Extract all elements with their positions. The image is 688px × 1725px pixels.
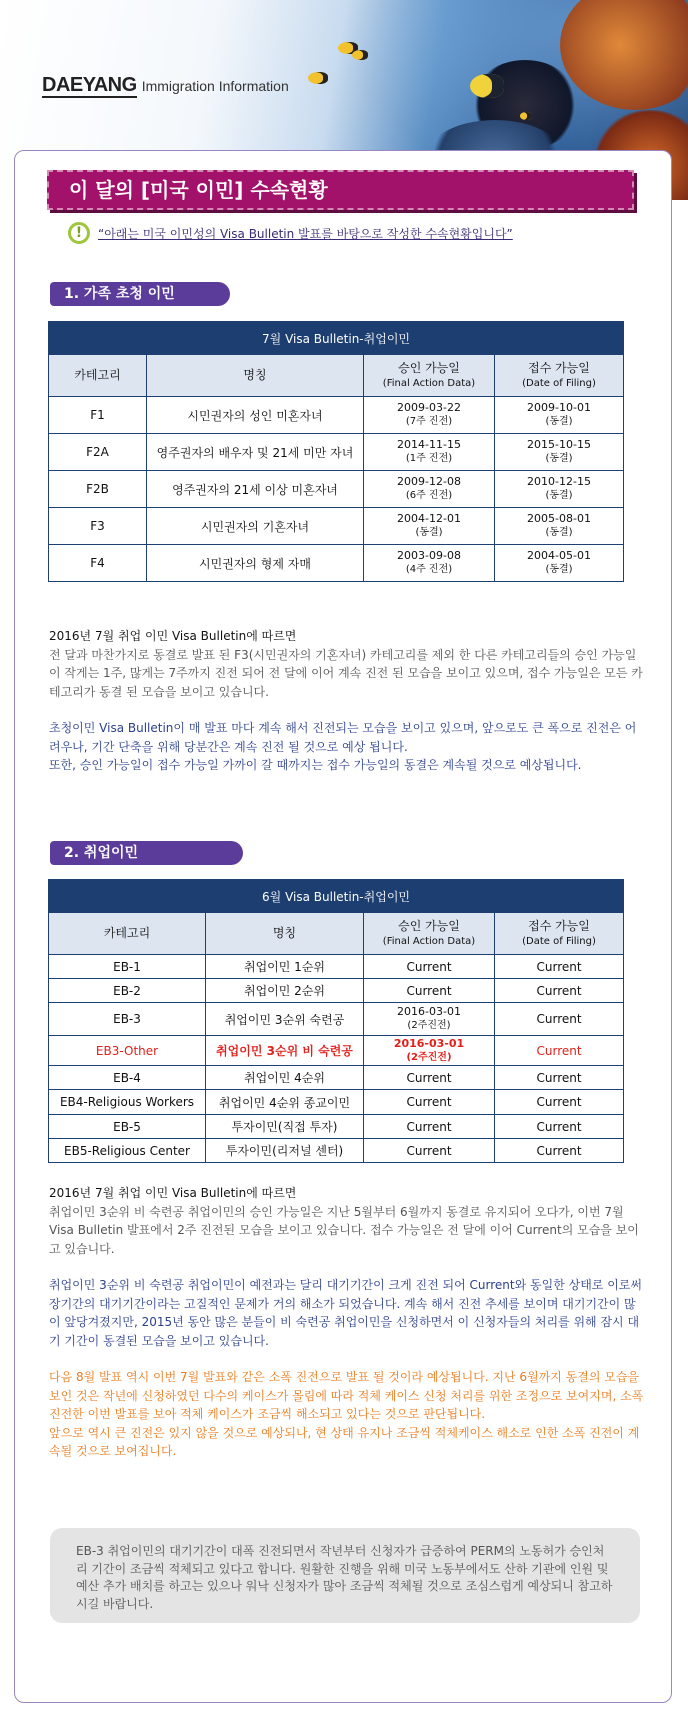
cell-final-action: 2009-03-22 (7주 진전) [364, 397, 495, 434]
cell-name: 시민권자의 기혼자녀 [147, 508, 364, 545]
table-row [49, 545, 624, 582]
cell-category: F2A [49, 434, 147, 471]
cell-category: EB-2 [49, 979, 206, 1003]
cell-name: 취업이민 1순위 [206, 955, 364, 979]
cell-filing: Current [495, 1036, 624, 1066]
fish-icon [520, 112, 532, 120]
notice-line [68, 222, 513, 244]
table-row [49, 434, 624, 471]
paragraph: 앞으로 역시 큰 진전은 있지 않을 것으로 예상되나, 현 상태 유지나 조금씩 적체케이스 해소로 인한 소폭 진전이 계속될 것으로 보여집니다. [49, 1425, 640, 1458]
notice-text: “아래는 미국 이민성의 Visa Bulletin 발표를 바탕으로 작성한 수속현황입니다” [98, 226, 513, 241]
column-header-filing: 접수 가능일 (Date of Filing) [495, 913, 624, 955]
paragraph: 다음 8월 발표 역시 이번 7월 발표와 같은 소폭 진전으로 발표 될 것이라 예상됩니다. 지난 6월까지 동결의 모습을 보인 것은 작년에 신청하였던 다수의 케이스가 몰림에 따라 적체 케이스 신청 처리를 위한 조정으로 보여지며, 소폭 진전한 이번 발표를 보아 적체 케이스가 조금씩 해소되고 있다는 것으로 판단됩니다. [49, 1370, 644, 1421]
cell-final-action: 2004-12-01 (동결) [364, 508, 495, 545]
table-title: 7월 Visa Bulletin-취업이민 [49, 322, 624, 355]
cell-name: 취업이민 4순위 [206, 1066, 364, 1090]
column-header-final-action: 승인 가능일 (Final Action Data) [364, 913, 495, 955]
cell-filing: 2004-05-01 (동결) [495, 545, 624, 582]
paragraph: 취업이민 3순위 비 숙련공 취업이민이 예전과는 달리 대기기간이 크게 진전 되어 Current와 동일한 상태로 이로써 장기간의 대기기간이라는 고질적인 문제가 거의 해소가 되었습니다. 계속 해서 진전 추세를 보이며 대기기간이 많이 앞당겨졌지만, 2015년 동안 많은 분들이 비 숙련공 취업이민을 신청하면서 이 신청자들의 처리를 위해 잠시 대기 기간이 동결된 모습을 보이고 있습니다. [49, 1278, 642, 1348]
cell-final-action: 2003-09-08 (4주 진전) [364, 545, 495, 582]
fish-icon [308, 72, 328, 84]
column-header-category: 카테고리 [49, 913, 206, 955]
cell-final-action: Current [364, 1115, 495, 1139]
cell-category: F3 [49, 508, 147, 545]
cell-category: EB-1 [49, 955, 206, 979]
cell-name: 시민권자의 형제 자매 [147, 545, 364, 582]
paragraph-heading: 2016년 7월 취업 이민 Visa Bulletin에 따르면 [49, 1186, 297, 1200]
logo-main-text: DAEYANG [42, 74, 137, 96]
cell-final-action: Current [364, 1139, 495, 1163]
cell-final-action: 2016-03-01 (2주진전) [364, 1036, 495, 1066]
fish-icon [352, 50, 368, 60]
cell-final-action: Current [364, 979, 495, 1003]
table-row [49, 955, 624, 979]
cell-category: F1 [49, 397, 147, 434]
column-header-filing: 접수 가능일 (Date of Filing) [495, 355, 624, 397]
section-title-employment: 2. 취업이민 [50, 841, 243, 865]
table-row [49, 979, 624, 1003]
cell-filing: Current [495, 1066, 624, 1090]
employment-visa-table [48, 879, 624, 1163]
cell-category: EB-5 [49, 1115, 206, 1139]
table-row [49, 1003, 624, 1036]
paragraph: 전 달과 마찬가지로 동결로 발표 된 F3(시민권자의 기혼자녀) 카테고리를 제외 한 다른 카테고리들의 승인 가능일이 작게는 1주, 많게는 7주까지 진전 되어 전 달에 이어 계속 진전 된 모습을 보이고 있으며, 접수 가능일은 모든 카테고리가 동결 된 모습을 보이고 있습니다. [49, 647, 643, 699]
cell-category: F4 [49, 545, 147, 582]
cell-name: 취업이민 4순위 종교이민 [206, 1090, 364, 1115]
note-text: EB-3 취업이민의 대기기간이 대폭 진전되면서 작년부터 신청자가 급증하여 PERM의 노동허가 승인처리 기간이 조금씩 적체되고 있다고 합니다. 원활한 진행을 위해 미국 노동부에서도 산하 기관에 인원 및 예산 추가 배치를 하고는 있으나 워낙 신청자가 많아 조금씩 적체될 것으로 조심스럽게 예상되니 참고하시길 바랍니다. [76, 1544, 613, 1611]
cell-name: 영주권자의 배우자 및 21세 미만 자녀 [147, 434, 364, 471]
cell-name: 취업이민 2순위 [206, 979, 364, 1003]
cell-filing: Current [495, 979, 624, 1003]
note-box [50, 1528, 640, 1623]
paragraph-heading: 2016년 7월 취업 이민 Visa Bulletin에 따르면 [49, 629, 297, 643]
logo-sub-text: Immigration Information [141, 78, 289, 94]
table-row [49, 471, 624, 508]
cell-filing: Current [495, 1115, 624, 1139]
cell-final-action: Current [364, 955, 495, 979]
cell-name: 취업이민 3순위 숙련공 [206, 1003, 364, 1036]
column-header-category: 카테고리 [49, 355, 147, 397]
cell-category: F2B [49, 471, 147, 508]
column-header-name: 명칭 [206, 913, 364, 955]
table-row-highlighted [49, 1036, 624, 1066]
cell-final-action: Current [364, 1090, 495, 1115]
cell-category: EB3-Other [49, 1036, 206, 1066]
cell-filing: 2015-10-15 (동결) [495, 434, 624, 471]
cell-filing: Current [495, 1090, 624, 1115]
cell-filing: Current [495, 955, 624, 979]
exclamation-icon: ! [68, 222, 90, 244]
table-row [49, 1090, 624, 1115]
cell-name: 영주권자의 21세 이상 미혼자녀 [147, 471, 364, 508]
cell-final-action: 2016-03-01 (2주진전) [364, 1003, 495, 1036]
cell-final-action: Current [364, 1066, 495, 1090]
cell-filing: Current [495, 1139, 624, 1163]
table-row [49, 1115, 624, 1139]
cell-name: 투자이민(리저널 센터) [206, 1139, 364, 1163]
cell-filing: 2010-12-15 (동결) [495, 471, 624, 508]
cell-category: EB-4 [49, 1066, 206, 1090]
paragraph: 초청이민 Visa Bulletin이 매 발표 마다 계속 해서 진전되는 모습을 보이고 있으며, 앞으로도 큰 폭으로 진전은 어려우나, 기간 단축을 위해 당분간은 계속 진전 될 것으로 예상 됩니다. [49, 721, 637, 754]
fish-icon [470, 74, 504, 98]
family-commentary [49, 627, 647, 775]
paragraph: 또한, 승인 가능일이 접수 가능일 가까이 갈 때까지는 접수 가능일의 동결은 계속될 것으로 예상됩니다. [49, 758, 582, 772]
table-row [49, 1066, 624, 1090]
table-title: 6월 Visa Bulletin-취업이민 [49, 880, 624, 913]
company-logo[interactable] [42, 74, 289, 104]
table-row [49, 397, 624, 434]
cell-category: EB-3 [49, 1003, 206, 1036]
column-header-final-action: 승인 가능일 (Final Action Data) [364, 355, 495, 397]
cell-filing: 2009-10-01 (동결) [495, 397, 624, 434]
table-row [49, 1139, 624, 1163]
section-title-family: 1. 가족 초청 이민 [50, 282, 230, 306]
cell-final-action: 2009-12-08 (6주 진전) [364, 471, 495, 508]
cell-final-action: 2014-11-15 (1주 진전) [364, 434, 495, 471]
family-visa-table [48, 321, 624, 582]
cell-filing: Current [495, 1003, 624, 1036]
paragraph: 취업이민 3순위 비 숙련공 취업이민의 승인 가능일은 지난 5월부터 6월까지 동결로 유지되어 오다가, 이번 7월 Visa Bulletin 발표에서 2주 진전된 모습을 보이고 있습니다. 접수 가능일은 전 달에 이어 Current의 모습을 보이고 있습니다. [49, 1204, 639, 1256]
cell-category: EB4-Religious Workers [49, 1090, 206, 1115]
column-header-name: 명칭 [147, 355, 364, 397]
employment-commentary [49, 1184, 647, 1461]
page-title: 이 달의 [미국 이민] 수속현황 [47, 170, 634, 210]
cell-name: 투자이민(직접 투자) [206, 1115, 364, 1139]
cell-name: 취업이민 3순위 비 숙련공 [206, 1036, 364, 1066]
cell-category: EB5-Religious Center [49, 1139, 206, 1163]
cell-name: 시민권자의 성인 미혼자녀 [147, 397, 364, 434]
cell-filing: 2005-08-01 (동결) [495, 508, 624, 545]
table-row [49, 508, 624, 545]
